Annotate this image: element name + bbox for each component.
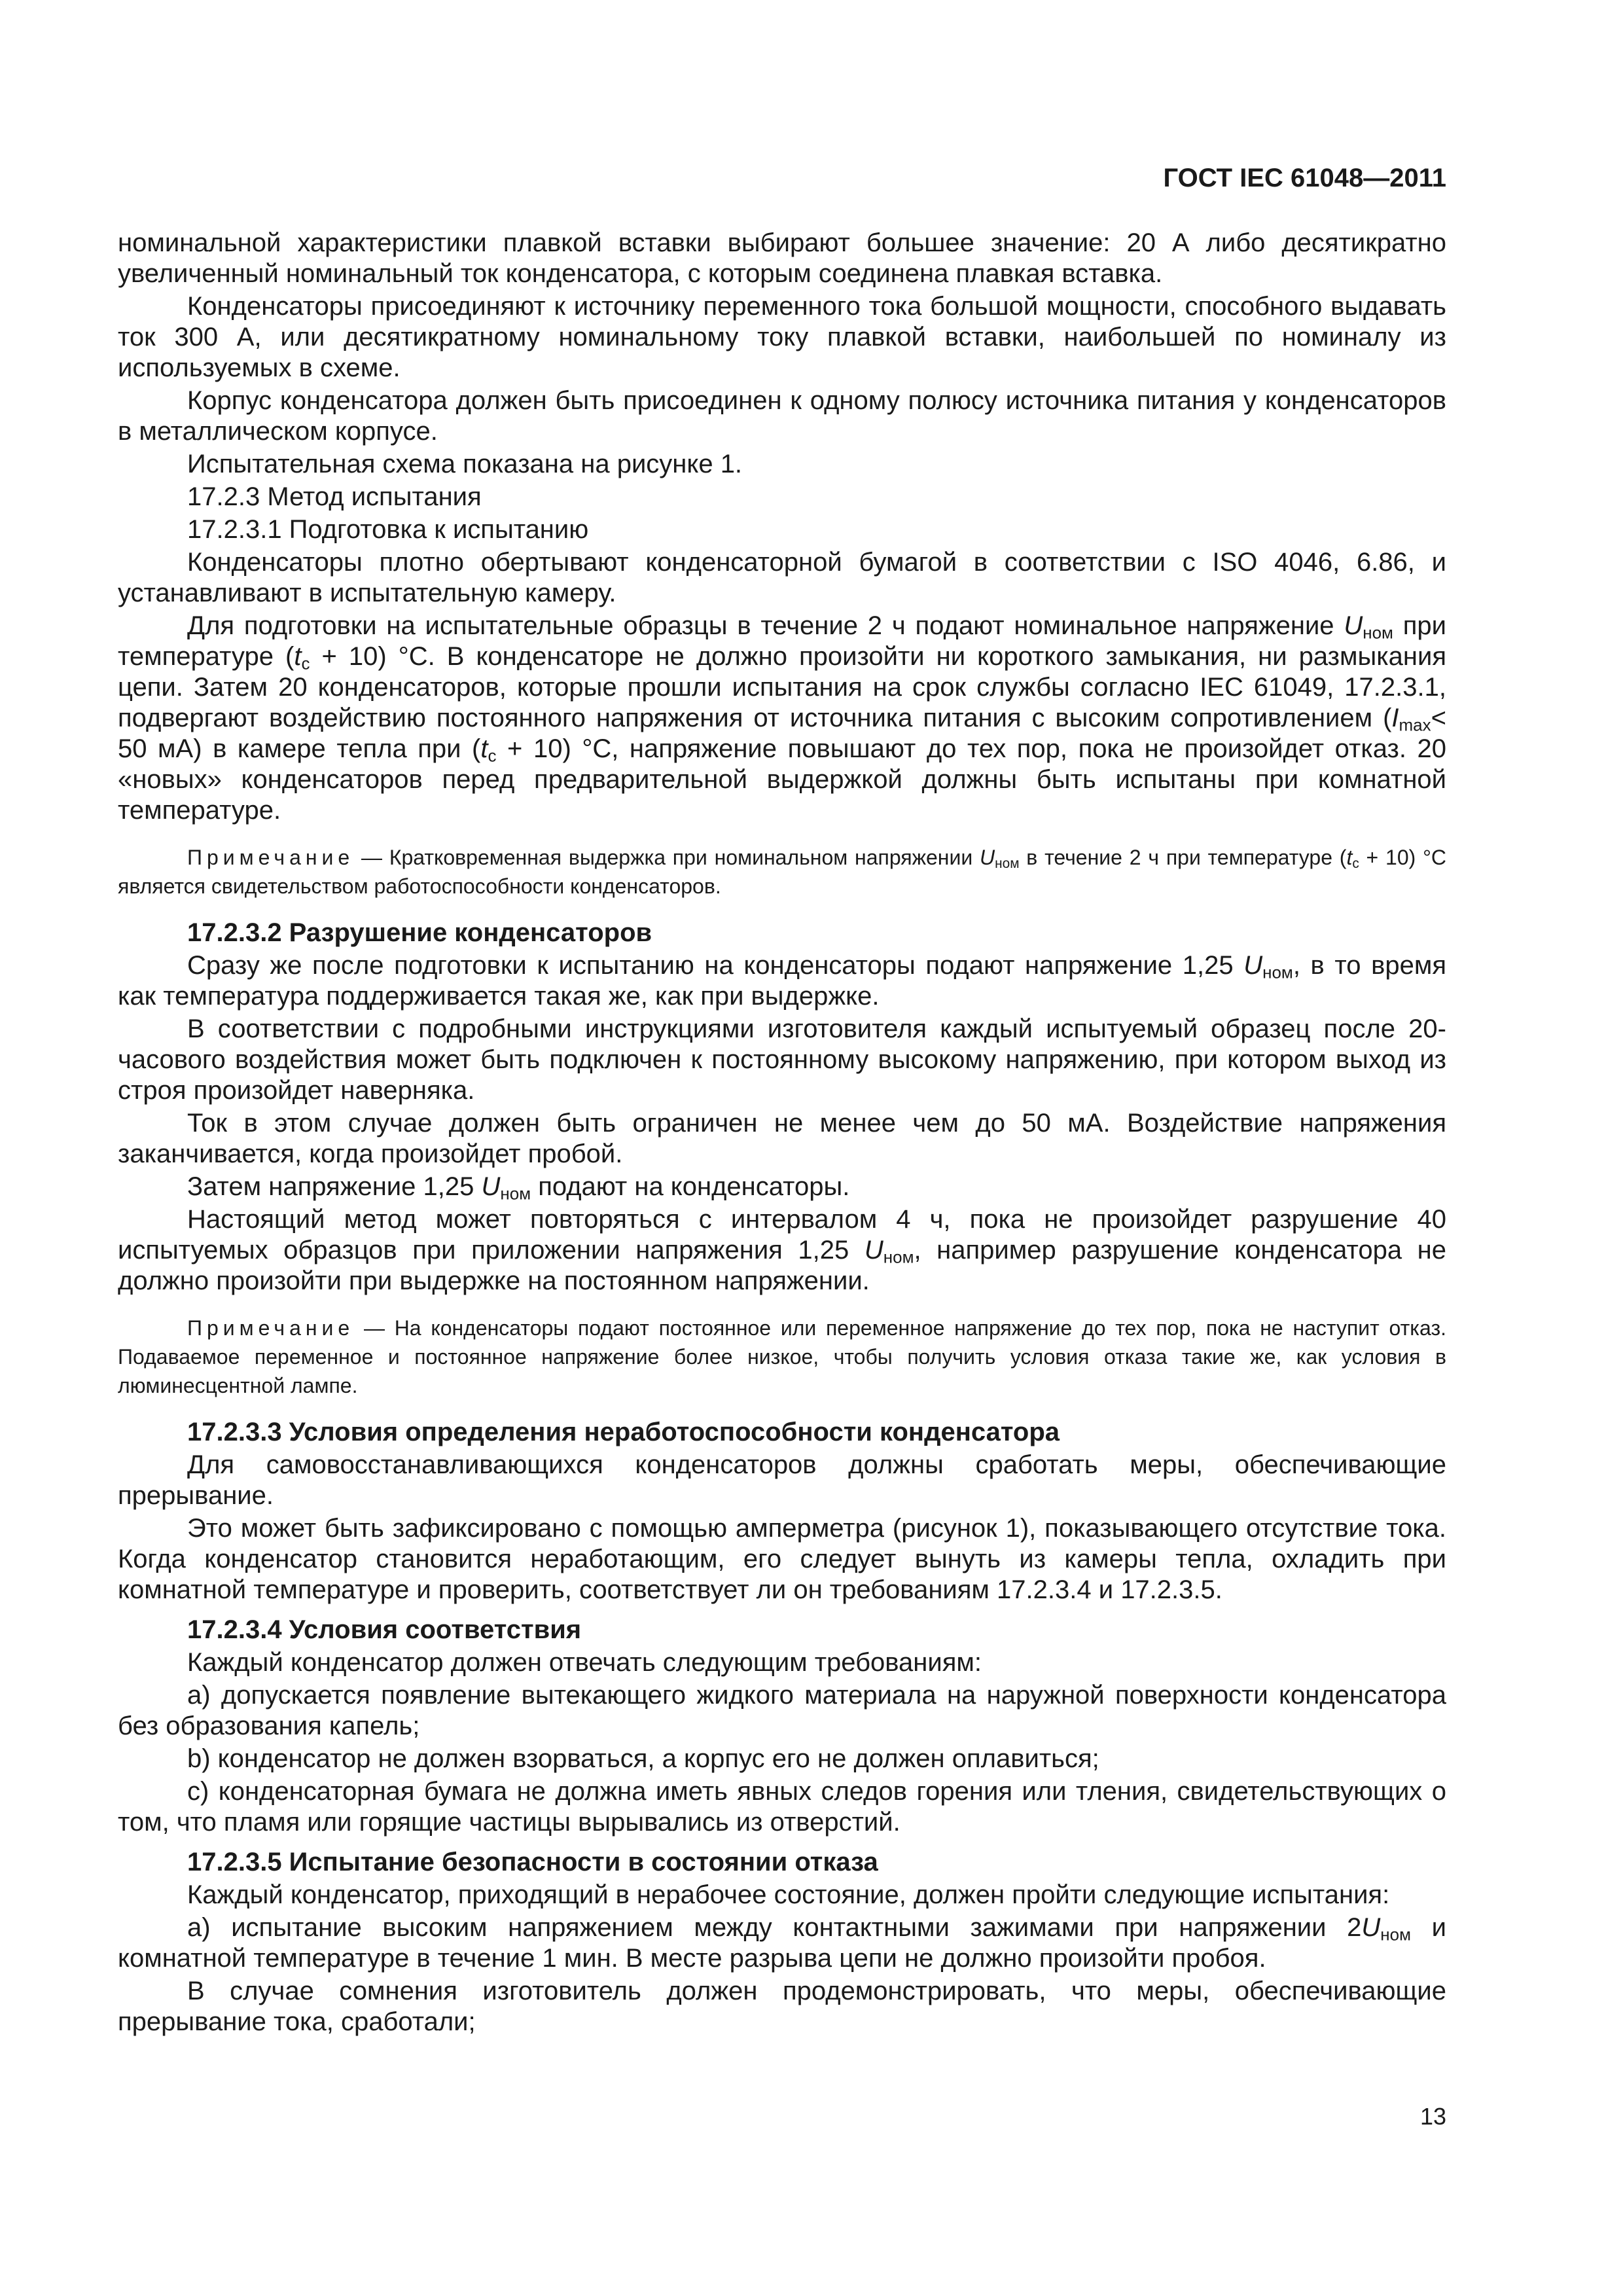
paragraph: Каждый конденсатор, приходящий в нерабочее состояние, должен пройти следующие испытания: bbox=[187, 1880, 1390, 1909]
list-item: a) испытание высоким напряжением между контактными зажимами при напряжении $2U_{ном}$ и комнатной температуре в течение 1 мин. В месте разрыва цепи не должно произойти пробоя. bbox=[118, 1913, 1446, 1973]
paragraph: Это может быть зафиксировано с помощью амперметра (рисунок 1), показывающего отсутствие тока. Когда конденсатор становится неработающим, его следует вынуть из камеры тепла, охладить при комнатной температуре и проверить, соответствует ли он требованиям 17.2.3.4 и 17.2.3.5. bbox=[118, 1514, 1446, 1604]
subsection-heading: 17.2.3.3 Условия определения неработоспособности конденсатора bbox=[187, 1418, 1060, 1446]
paragraph: Для подготовки на испытательные образцы в течение 2 ч подают номинальное напряжение $U_{ном}$ при температуре $(t_c + 10)$ °С. В конденсаторе не должно произойти ни короткого замыкания, ни размыкания цепи. Затем 20 конденсаторов, которые прошли испытания на срок службы согласно IEC 61049, 17.2.3.1, подвергают воздействию постоянного напряжения от источника питания с высоким сопротивлением ($I_{max}< 50$ мА) в камере тепла при $(t_c + 10)$ °С, напряжение повышают до тех пор, пока не произойдет отказ. 20 «новых» конденсаторов перед предварительной выдержкой должны быть испытаны при комнатной температуре. bbox=[118, 611, 1447, 825]
paragraph: В случае сомнения изготовитель должен продемонстрировать, что меры, обеспечивающие прерывание тока, сработали; bbox=[118, 1977, 1446, 2036]
paragraph: Ток в этом случае должен быть ограничен не менее чем до 50 мА. Воздействие напряжения заканчивается, когда произойдет пробой. bbox=[118, 1109, 1446, 1168]
paragraph: Конденсаторы присоединяют к источнику переменного тока большой мощности, способного выдавать ток 300 А, или десятикратному номинальному току плавкой вставки, наибольшей по номиналу из используемых в схеме. bbox=[118, 292, 1446, 382]
paragraph: Настоящий метод может повторяться с интервалом 4 ч, пока не произойдет разрушение 40 испытуемых образцов при приложении напряжения 1,25 $U_{ном}$, например разрушение конденсатора не должно произойти при выдержке на постоянном напряжении. bbox=[118, 1205, 1446, 1295]
paragraph: номинальной характеристики плавкой вставки выбирают большее значение: 20 А либо десятикратно увеличенный номинальный ток конденсатора, с которым соединена плавкая вставка. bbox=[118, 228, 1446, 288]
paragraph: Корпус конденсатора должен быть присоединен к одному полюсу источника питания у конденсаторов в металлическом корпусе. bbox=[118, 386, 1446, 446]
paragraph: Каждый конденсатор должен отвечать следующим требованиям: bbox=[187, 1648, 982, 1677]
note-label: Примечание bbox=[187, 846, 355, 869]
paragraph: Для самовосстанавливающихся конденсаторов должны сработать меры, обеспечивающие прерывание. bbox=[118, 1450, 1446, 1510]
subsection-heading: 17.2.3.4 Условия соответствия bbox=[187, 1615, 582, 1644]
section-heading: 17.2.3 Метод испытания bbox=[187, 482, 482, 511]
subsection-heading: 17.2.3.1 Подготовка к испытанию bbox=[187, 515, 589, 544]
document-header: ГОСТ IEC 61048—2011 bbox=[1163, 164, 1446, 192]
page-number: 13 bbox=[1419, 2103, 1446, 2130]
list-item: a) допускается появление вытекающего жидкого материала на наружной поверхности конденсатора без образования капель; bbox=[118, 1681, 1446, 1740]
paragraph: Испытательная схема показана на рисунке 1. bbox=[187, 450, 743, 478]
document-body bbox=[118, 228, 1446, 2039]
paragraph: В соответствии с подробными инструкциями изготовителя каждый испытуемый образец после 20-часового воздействия может быть подключен к постоянному высокому напряжению, при котором выход из строя произойдет наверняка. bbox=[118, 1014, 1446, 1105]
note: Примечание — Кратковременная выдержка при номинальном напряжении $U_{ном}$ в течение 2 ч при температуре $(t_c + 10)$ °С является свидетельством работоспособности конденсаторов. bbox=[118, 846, 1447, 898]
paragraph: Сразу же после подготовки к испытанию на конденсаторы подают напряжение 1,25 $U_{ном}$, в то время как температура поддерживается такая же, как при выдержке. bbox=[118, 951, 1446, 1011]
paragraph: Затем напряжение 1,25 $U_{ном}$ подают на конденсаторы. bbox=[187, 1172, 850, 1204]
list-item: c) конденсаторная бумага не должна иметь явных следов горения или тления, свидетельствующих о том, что пламя или горящие частицы вырывались из отверстий. bbox=[118, 1777, 1446, 1837]
subsection-heading: 17.2.3.2 Разрушение конденсаторов bbox=[187, 918, 652, 947]
subsection-heading: 17.2.3.5 Испытание безопасности в состоянии отказа bbox=[187, 1848, 878, 1876]
note: Примечание — На конденсаторы подают постоянное или переменное напряжение до тех пор, пока не наступит отказ. Подаваемое переменное и постоянное напряжение более низкое, чтобы получить условия отказа такие же, как условия в люминесцентной лампе. bbox=[118, 1316, 1446, 1397]
paragraph: Конденсаторы плотно обертывают конденсаторной бумагой в соответствии с ISO 4046, 6.86, и устанавливают в испытательную камеру. bbox=[118, 548, 1446, 607]
note-label: Примечание bbox=[187, 1316, 355, 1340]
list-item: b) конденсатор не должен взорваться, а корпус его не должен оплавиться; bbox=[187, 1744, 1099, 1773]
